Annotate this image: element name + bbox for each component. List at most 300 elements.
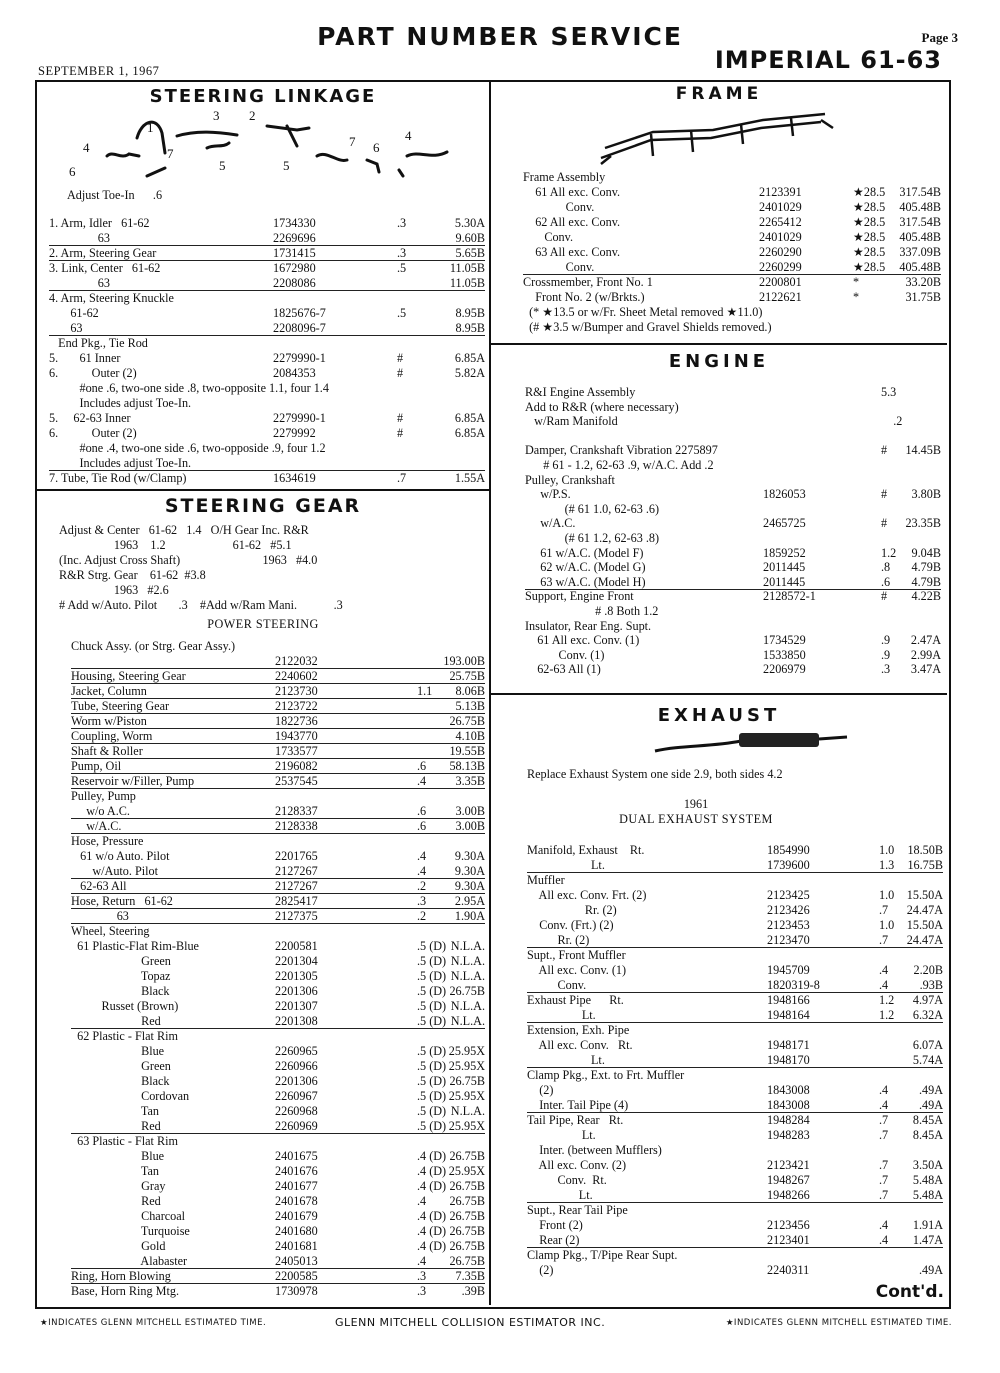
- part-description: 62 Plastic - Flat Rim: [71, 1029, 178, 1043]
- part-description: Russet (Brown): [71, 999, 179, 1013]
- table-row: [527, 918, 943, 933]
- labor-time: ★28.5: [853, 185, 886, 199]
- part-description: 6. Outer (2): [49, 366, 137, 380]
- part-number: 2260969: [275, 1119, 318, 1133]
- part-number: 1731415: [273, 246, 316, 260]
- part-price: .49A: [918, 1083, 943, 1097]
- part-price: 26.75B: [449, 1254, 485, 1268]
- part-price: 25.95X: [448, 1059, 485, 1073]
- part-price: 15.50A: [906, 918, 943, 932]
- part-number: 1948267: [767, 1173, 810, 1187]
- labor-time: .3: [417, 1284, 427, 1298]
- table-row: [523, 320, 941, 335]
- exhaust-title: EXHAUST: [657, 705, 781, 726]
- part-number: 2128337: [275, 804, 318, 818]
- labor-time: .4 (D): [417, 1239, 447, 1253]
- part-description: Add to R&R (where necessary): [525, 399, 679, 414]
- continued-label: Cont'd.: [875, 1282, 944, 1302]
- model-heading: IMPERIAL 61-63: [714, 46, 942, 74]
- part-description: Rear (2): [527, 1233, 580, 1247]
- table-row: [525, 662, 941, 677]
- table-row: [525, 604, 941, 619]
- table-row: [71, 999, 485, 1014]
- part-description: Ring, Horn Blowing: [71, 1269, 171, 1283]
- table-row: [527, 1098, 943, 1113]
- part-number: 2201308: [275, 1014, 318, 1028]
- table-row: [71, 714, 485, 729]
- part-number: 1948266: [767, 1188, 810, 1202]
- part-price: 24.47A: [906, 903, 943, 917]
- labor-time: .2: [417, 909, 427, 923]
- table-row: [527, 1263, 943, 1278]
- part-description: Conv. (1): [525, 647, 605, 662]
- table-row: [71, 1209, 485, 1224]
- labor-time: .7: [879, 1173, 889, 1187]
- engine-title: ENGINE: [668, 351, 770, 372]
- part-description: 5. 62-63 Inner: [49, 411, 131, 425]
- adjust-line: 1963 #2.6: [59, 583, 169, 597]
- table-row: [527, 1038, 943, 1053]
- part-number: 2405013: [275, 1254, 318, 1268]
- table-row: [71, 684, 485, 699]
- table-row: [71, 939, 485, 954]
- labor-time: .4: [417, 849, 427, 863]
- part-description: Tube, Steering Gear: [71, 699, 170, 713]
- table-row: [525, 487, 941, 502]
- labor-time: .5: [397, 306, 407, 320]
- part-description: R&I Engine Assembly: [525, 385, 636, 399]
- part-price: 2.47A: [910, 633, 941, 648]
- table-row: [525, 458, 941, 473]
- part-number: 2127375: [275, 909, 318, 923]
- part-number: 2122032: [275, 654, 318, 668]
- adjust-line: (Inc. Adjust Cross Shaft) 1963 #4.0: [59, 553, 318, 567]
- labor-time: .5 (D): [417, 969, 447, 983]
- part-description: Blue: [71, 1044, 165, 1058]
- part-number: 2260299: [759, 260, 802, 274]
- labor-time: .4: [879, 978, 889, 992]
- part-description: Chuck Assy. (or Strg. Gear Assy.): [71, 639, 236, 653]
- part-price: N.L.A.: [450, 1014, 485, 1028]
- labor-time: 1.3: [879, 858, 895, 872]
- table-row: [527, 1188, 943, 1203]
- exhaust-system-title: DUAL EXHAUST SYSTEM: [619, 812, 773, 826]
- diagram-label: 2: [249, 108, 256, 123]
- part-price: 5.82A: [454, 366, 485, 380]
- table-row: [49, 306, 485, 321]
- part-price: 337.09B: [899, 245, 941, 259]
- part-number: 2401679: [275, 1209, 318, 1223]
- table-row: [523, 305, 941, 320]
- labor-time: .5 (D): [417, 1044, 447, 1058]
- part-number: 1948283: [767, 1128, 810, 1142]
- part-price: 24.47A: [906, 933, 943, 947]
- part-description: Jacket, Column: [71, 684, 147, 698]
- part-price: 1.47A: [912, 1233, 943, 1247]
- part-number: 2401677: [275, 1179, 318, 1193]
- part-price: N.L.A.: [450, 969, 485, 983]
- part-description: # .8 Both 1.2: [525, 604, 659, 618]
- part-price: 26.75B: [449, 1224, 485, 1238]
- part-price: 26.75B: [449, 1194, 485, 1208]
- part-price: 3.00B: [455, 804, 485, 818]
- table-row: [525, 516, 941, 531]
- table-row: [49, 351, 485, 366]
- part-description: 63 Plastic - Flat Rim: [71, 1134, 178, 1148]
- labor-time: .3: [417, 894, 427, 908]
- part-price: 26.75B: [449, 1179, 485, 1193]
- part-number: 1948171: [767, 1038, 810, 1052]
- table-row: [527, 1143, 943, 1158]
- part-description: #one .6, two-one side .8, two-opposite 1.1, four 1.4: [49, 381, 329, 395]
- table-row: [71, 924, 485, 939]
- labor-time: .4 (D): [417, 1224, 447, 1238]
- adjust-line: 1963 1.2 61-62 #5.1: [59, 538, 292, 552]
- part-description: Lt.: [527, 1128, 596, 1142]
- part-description: Support, Engine Front: [525, 589, 634, 604]
- part-description: Rr. (2): [527, 933, 590, 947]
- labor-time: .4 (D): [417, 1149, 447, 1163]
- part-number: 1672980: [273, 261, 316, 275]
- labor-time: .4 (D): [417, 1179, 447, 1193]
- part-price: 33.20B: [905, 275, 941, 289]
- steering-gear-section: [37, 491, 489, 1305]
- part-number: 2084353: [273, 366, 316, 380]
- part-description: Lt.: [527, 1053, 605, 1067]
- diagram-label: 7: [167, 146, 174, 161]
- table-row: [49, 456, 485, 471]
- part-description: Base, Horn Ring Mtg.: [71, 1284, 179, 1298]
- part-number: 1734529: [763, 633, 806, 648]
- part-number: 2123456: [767, 1218, 810, 1232]
- table-row: [71, 1284, 485, 1299]
- part-description: 61 All exc. Conv. (1): [525, 633, 640, 648]
- table-row: [49, 411, 485, 426]
- labor-time: .7: [879, 1158, 889, 1172]
- part-number: 2208086: [273, 276, 316, 290]
- labor-time: .4: [417, 1254, 427, 1268]
- table-row: [523, 275, 941, 290]
- part-number: 2260965: [275, 1044, 318, 1058]
- table-row: [71, 639, 485, 654]
- labor-time: .7: [397, 471, 407, 485]
- labor-time: .2: [417, 879, 427, 893]
- diagram-label: 7: [349, 134, 356, 149]
- part-description: 63: [71, 909, 129, 923]
- part-description: Coupling, Worm: [71, 729, 153, 743]
- part-description: Shaft & Roller: [71, 744, 143, 758]
- part-price: 25.95X: [448, 1119, 485, 1133]
- part-number: 2401678: [275, 1194, 318, 1208]
- table-row: [527, 1053, 943, 1068]
- part-description: 63: [49, 321, 83, 335]
- part-number: 1730978: [275, 1284, 318, 1298]
- part-price: 11.05B: [449, 276, 485, 290]
- part-description: Turquoise: [71, 1224, 190, 1238]
- part-price: 405.48B: [899, 260, 941, 274]
- part-number: 1943770: [275, 729, 318, 743]
- part-number: 1825676-7: [273, 306, 326, 320]
- part-description: 61 Plastic-Flat Rim-Blue: [71, 939, 199, 953]
- labor-time: #: [881, 443, 888, 458]
- table-row: [49, 276, 485, 291]
- part-price: 2.95A: [454, 894, 485, 908]
- part-price: N.L.A.: [450, 1104, 485, 1118]
- table-row: [49, 231, 485, 246]
- part-number: 2465725: [763, 516, 806, 531]
- table-row: [527, 843, 943, 858]
- table-row: [71, 1239, 485, 1254]
- table-row: [525, 546, 941, 561]
- part-number: 2200801: [759, 275, 802, 289]
- table-row: [525, 531, 941, 546]
- labor-time: .4: [417, 774, 427, 788]
- part-price: 2.20B: [913, 963, 943, 977]
- labor-time: .4 (D): [417, 1209, 447, 1223]
- part-description: Rr. (2): [527, 903, 617, 917]
- table-row: [523, 245, 941, 260]
- labor-time: .4: [879, 963, 889, 977]
- part-description: Crossmember, Front No. 1: [523, 275, 653, 289]
- part-price: 4.22B: [911, 589, 941, 604]
- labor-time: .3: [417, 1269, 427, 1283]
- table-row: [71, 699, 485, 714]
- labor-time: ★28.5: [853, 215, 886, 229]
- table-row: [527, 1113, 943, 1128]
- part-price: 5.48A: [912, 1188, 943, 1202]
- part-price: 9.04B: [911, 545, 941, 560]
- labor-time: .5 (D): [417, 954, 447, 968]
- table-row: [71, 1269, 485, 1284]
- table-row: [49, 426, 485, 441]
- part-price: 5.65B: [455, 246, 485, 260]
- footer-publisher: GLENN MITCHELL COLLISION ESTIMATOR INC.: [335, 1316, 606, 1329]
- diagram-label: 4: [405, 128, 412, 143]
- part-price: 25.75B: [449, 669, 485, 683]
- table-row: [527, 903, 943, 918]
- part-number: 2201765: [275, 849, 318, 863]
- labor-time: .5 (D): [417, 1074, 447, 1088]
- labor-time: 5.3: [881, 385, 897, 399]
- diagram-label: 4: [83, 140, 90, 155]
- part-price: 6.32A: [912, 1008, 943, 1022]
- table-row: [525, 575, 941, 590]
- table-row: [71, 894, 485, 909]
- table-row: [527, 963, 943, 978]
- part-number: 1854990: [767, 843, 810, 857]
- table-row: [527, 1233, 943, 1248]
- part-price: 23.35B: [905, 516, 941, 531]
- part-description: Includes adjust Toe-In.: [49, 456, 192, 470]
- part-price: 6.07A: [912, 1038, 943, 1052]
- table-row: [525, 414, 941, 429]
- table-row: [525, 633, 941, 648]
- part-number: 1739600: [767, 858, 810, 872]
- labor-time: .9: [881, 633, 891, 648]
- part-description: Gold: [71, 1239, 166, 1253]
- table-row: [525, 443, 941, 458]
- labor-time: .3: [881, 662, 891, 677]
- table-row: [525, 619, 941, 634]
- table-row: [71, 1059, 485, 1074]
- part-number: 2123391: [759, 185, 802, 199]
- part-number: 2201306: [275, 984, 318, 998]
- part-description: 63: [49, 231, 110, 245]
- part-price: N.L.A.: [450, 954, 485, 968]
- table-row: [71, 1029, 485, 1044]
- table-row: [525, 385, 941, 400]
- part-price: 11.05B: [449, 261, 485, 275]
- part-description: Pulley, Pump: [71, 789, 136, 803]
- part-number: 2401676: [275, 1164, 318, 1178]
- table-row: [49, 471, 485, 486]
- part-price: 9.60B: [455, 231, 485, 245]
- part-price: 6.85A: [454, 426, 485, 440]
- part-number: 1948166: [767, 993, 810, 1007]
- table-row: [71, 1149, 485, 1164]
- diagram-label: 5: [219, 158, 226, 173]
- part-number: 1948170: [767, 1053, 810, 1067]
- frame-title: FRAME: [675, 84, 763, 104]
- part-number: 2537545: [275, 774, 318, 788]
- part-number: 2201306: [275, 1074, 318, 1088]
- table-row: [527, 978, 943, 993]
- part-number: 2123470: [767, 933, 810, 947]
- table-row: [71, 834, 485, 849]
- part-number: 2401675: [275, 1149, 318, 1163]
- table-row: [527, 1128, 943, 1143]
- part-description: Clamp Pkg., T/Pipe Rear Supt.: [527, 1248, 678, 1262]
- part-number: 2123401: [767, 1233, 810, 1247]
- labor-time: .5 (D): [417, 939, 447, 953]
- part-price: 8.45A: [912, 1113, 943, 1127]
- table-row: [71, 729, 485, 744]
- part-description: Supt., Rear Tail Pipe: [527, 1203, 628, 1217]
- table-row: [49, 366, 485, 381]
- part-number: 1820319-8: [767, 978, 820, 992]
- labor-time: 1.2: [881, 545, 897, 560]
- part-price: 5.13B: [455, 699, 485, 713]
- part-description: Conv.: [523, 200, 595, 214]
- diagram-label: 1: [147, 120, 154, 135]
- part-price: .39B: [461, 1284, 485, 1298]
- part-description: Exhaust Pipe Rt.: [527, 993, 624, 1007]
- part-description: 5. 61 Inner: [49, 351, 121, 365]
- labor-time: #: [397, 411, 404, 425]
- adjust-line: # Add w/Auto. Pilot .3 #Add w/Ram Mani. .3: [59, 598, 343, 612]
- part-description: Muffler: [527, 873, 565, 887]
- steering-linkage-diagram: [47, 108, 487, 188]
- part-number: 2825417: [275, 894, 318, 908]
- part-price: 15.50A: [906, 888, 943, 902]
- labor-time: #: [397, 351, 404, 365]
- part-description: 61 w/o Auto. Pilot: [71, 849, 170, 863]
- part-description: Inter. (between Mufflers): [527, 1143, 662, 1157]
- adjust-line: R&R Strg. Gear 61-62 #3.8: [59, 568, 206, 582]
- table-row: [71, 789, 485, 804]
- part-number: 1945709: [767, 963, 810, 977]
- part-number: 1733577: [275, 744, 318, 758]
- part-description: Reservoir w/Filler, Pump: [71, 774, 195, 788]
- diagram-label: 5: [283, 158, 290, 173]
- part-number: 1843008: [767, 1083, 810, 1097]
- part-number: 2200585: [275, 1269, 318, 1283]
- part-description: 62-63 All (1): [525, 662, 601, 677]
- table-row: [523, 200, 941, 215]
- part-description: Blue: [71, 1149, 165, 1163]
- labor-time: .5 (D): [417, 1119, 447, 1133]
- table-row: [527, 873, 943, 888]
- part-price: 405.48B: [899, 230, 941, 244]
- part-description: Lt.: [527, 1008, 596, 1022]
- table-row: [71, 744, 485, 759]
- part-description: 4. Arm, Steering Knuckle: [49, 291, 174, 305]
- part-description: End Pkg., Tie Rod: [49, 336, 148, 350]
- part-price: .49A: [918, 1263, 943, 1277]
- engine-section: [491, 345, 947, 693]
- part-number: 2201307: [275, 999, 318, 1013]
- part-description: (2): [527, 1083, 554, 1097]
- part-price: 5.74A: [912, 1053, 943, 1067]
- labor-time: .6: [417, 804, 427, 818]
- frame-section: [491, 82, 947, 343]
- table-row: [49, 261, 485, 276]
- table-row: [71, 1134, 485, 1149]
- part-number: 2122621: [759, 290, 802, 304]
- table-row: [525, 589, 941, 604]
- table-row: [527, 1158, 943, 1173]
- labor-time: .7: [879, 1113, 889, 1127]
- part-price: 193.00B: [443, 654, 485, 668]
- part-description: 62 w/A.C. (Model G): [525, 560, 646, 575]
- diagram-label: 3: [213, 108, 220, 123]
- part-description: All exc. Conv. Rt.: [527, 1038, 633, 1052]
- part-description: Inter. Tail Pipe (4): [527, 1098, 629, 1112]
- exhaust-section: [491, 695, 947, 1305]
- part-price: 317.54B: [899, 185, 941, 199]
- part-description: 63 w/A.C. (Model H): [525, 574, 646, 589]
- page-date: SEPTEMBER 1, 1967: [38, 64, 160, 78]
- part-price: 26.75B: [449, 714, 485, 728]
- table-row: [71, 879, 485, 894]
- labor-time: 1.0: [879, 918, 895, 932]
- table-row: [71, 759, 485, 774]
- table-row: [525, 502, 941, 517]
- part-price: 3.80B: [911, 487, 941, 502]
- table-row: [525, 648, 941, 663]
- labor-time: .6: [881, 574, 891, 589]
- table-row: [49, 216, 485, 231]
- part-number: 2127267: [275, 864, 318, 878]
- part-number: 2401681: [275, 1239, 318, 1253]
- part-number: 1948284: [767, 1113, 810, 1127]
- part-number: 2201304: [275, 954, 318, 968]
- part-number: 2401680: [275, 1224, 318, 1238]
- part-number: 1634619: [273, 471, 316, 485]
- part-number: 2279990-1: [273, 351, 326, 365]
- part-description: w/Auto. Pilot: [71, 864, 159, 878]
- part-description: Manifold, Exhaust Rt.: [527, 843, 645, 857]
- part-number: 2123453: [767, 918, 810, 932]
- part-description: (2): [527, 1263, 554, 1277]
- part-number: 2123426: [767, 903, 810, 917]
- part-description: Frame Assembly: [523, 170, 606, 184]
- part-description: (# 61 1.0, 62-63 .6): [525, 501, 660, 516]
- table-row: [71, 1014, 485, 1029]
- table-row: [71, 1179, 485, 1194]
- table-row: [527, 1083, 943, 1098]
- part-number: 2200581: [275, 939, 318, 953]
